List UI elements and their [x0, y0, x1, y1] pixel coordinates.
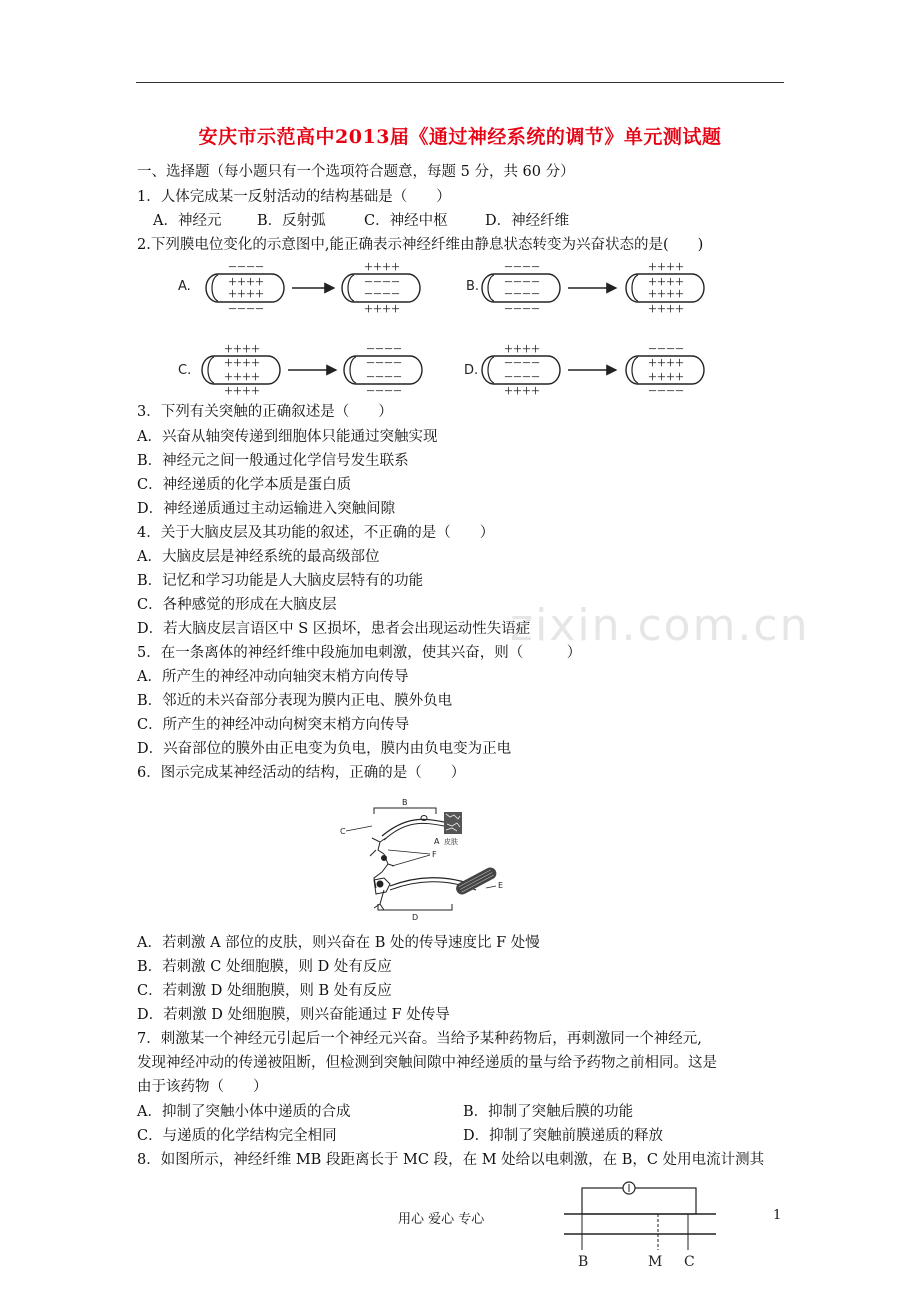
svg-text:－－－－: －－－－ [504, 359, 541, 369]
q7-stem-line2: 发现神经冲动的传递被阻断，但检测到突触间隙中神经递质的量与给予药物之前相同。这是 [137, 1055, 717, 1071]
q1-stem: 1．人体完成某一反射活动的结构基础是（ ） [137, 189, 451, 205]
q6-label-e: E [498, 881, 504, 890]
svg-text:＋＋＋＋: ＋＋＋＋ [648, 373, 685, 383]
svg-text:－－－－: －－－－ [648, 387, 685, 397]
svg-text:－－－－: －－－－ [366, 373, 403, 383]
q2-label-b: B. [466, 279, 480, 294]
svg-text:＋＋＋＋: ＋＋＋＋ [648, 305, 685, 315]
q3-option-b: B．神经元之间一般通过化学信号发生联系 [137, 453, 409, 469]
q5-stem: 5．在一条离体的神经纤维中段施加电刺激，使其兴奋，则（ ） [137, 645, 582, 661]
header-rule [136, 82, 784, 83]
svg-text:－－－－: －－－－ [504, 263, 541, 273]
q3-option-a: A．兴奋从轴突传递到细胞体只能通过突触实现 [137, 429, 438, 445]
q8-galvanometer-figure [560, 1176, 720, 1276]
q4-option-a: A．大脑皮层是神经系统的最高级部位 [137, 549, 380, 565]
q6-option-a: A．若刺激 A 部位的皮肤，则兴奋在 B 处的传导速度比 F 处慢 [137, 935, 540, 951]
q7-stem-line3: 由于该药物（ ） [137, 1079, 268, 1095]
svg-text:＋＋＋＋: ＋＋＋＋ [224, 373, 261, 383]
watermark: zixin.com.cn [510, 600, 810, 651]
q6-option-c: C．若刺激 D 处细胞膜，则 B 处有反应 [137, 983, 392, 999]
q3-option-c: C．神经递质的化学本质是蛋白质 [137, 477, 352, 493]
q7-option-a: A．抑制了突触小体中递质的合成 [137, 1104, 351, 1120]
q2-label-d: D. [464, 363, 479, 378]
q6-stem: 6．图示完成某神经活动的结构，正确的是（ ） [137, 765, 466, 781]
svg-text:＋＋＋＋: ＋＋＋＋ [228, 290, 265, 300]
q7-option-b: B．抑制了突触后膜的功能 [463, 1104, 634, 1120]
svg-text:＋＋＋＋: ＋＋＋＋ [648, 263, 685, 273]
q2-label-a: A. [178, 279, 191, 294]
q6-label-b: B [402, 798, 408, 807]
svg-text:＋＋＋＋: ＋＋＋＋ [364, 263, 401, 273]
q6-label-d: D [412, 913, 419, 922]
q5-option-d: D．兴奋部位的膜外由正电变为负电，膜内由负电变为正电 [137, 741, 512, 757]
svg-text:－－－－: －－－－ [364, 278, 401, 288]
q7-stem-line1: 7．刺激某一个神经元引起后一个神经元兴奋。当给予某种药物后，再刺激同一个神经元, [137, 1031, 702, 1047]
svg-text:－－－－: －－－－ [366, 359, 403, 369]
q3-option-d: D．神经递质通过主动运输进入突触间隙 [137, 501, 396, 517]
q7-option-c: C．与递质的化学结构完全相同 [137, 1128, 337, 1144]
q6-option-b: B．若刺激 C 处细胞膜，则 D 处有反应 [137, 959, 392, 975]
svg-text:＋＋＋＋: ＋＋＋＋ [504, 387, 541, 397]
q1-option-a: A．神经元 [153, 213, 222, 229]
q4-option-c: C．各种感觉的形成在大脑皮层 [137, 597, 337, 613]
svg-text:＋＋＋＋: ＋＋＋＋ [224, 359, 261, 369]
svg-text:＋＋＋＋: ＋＋＋＋ [648, 290, 685, 300]
q1-option-c: C．神经中枢 [364, 213, 448, 229]
q8-label-c: C [684, 1254, 695, 1270]
svg-text:＋＋＋＋: ＋＋＋＋ [224, 345, 261, 355]
svg-text:－－－－: －－－－ [504, 305, 541, 315]
svg-text:－－－－: －－－－ [364, 290, 401, 300]
q6-option-d: D．若刺激 D 处细胞膜，则兴奋能通过 F 处传导 [137, 1007, 450, 1023]
q2-stem: 2.下列膜电位变化的示意图中,能正确表示神经纤维由静息状态转变为兴奋状态的是( ) [137, 237, 704, 253]
q6-reflex-arc-figure [336, 794, 516, 922]
svg-text:－－－－: －－－－ [648, 345, 685, 355]
svg-text:＋＋＋＋: ＋＋＋＋ [224, 387, 261, 397]
q3-stem: 3．下列有关突触的正确叙述是（ ） [137, 404, 393, 420]
q5-option-c: C．所产生的神经冲动向树突末梢方向传导 [137, 717, 410, 733]
svg-text:＋＋＋＋: ＋＋＋＋ [504, 345, 541, 355]
q6-label-skin: 皮肤 [444, 838, 458, 846]
q5-option-a: A．所产生的神经冲动向轴突末梢方向传导 [137, 669, 409, 685]
q6-label-a: A [434, 837, 440, 846]
q6-label-c: C [340, 827, 346, 836]
svg-text:－－－－: －－－－ [228, 263, 265, 273]
section-heading: 一、选择题（每小题只有一个选项符合题意，每题 5 分，共 60 分） [137, 164, 575, 180]
q8-label-m: M [648, 1254, 663, 1270]
q7-option-d: D．抑制了突触前膜递质的释放 [463, 1128, 664, 1144]
svg-text:＋＋＋＋: ＋＋＋＋ [364, 305, 401, 315]
svg-text:＋＋＋＋: ＋＋＋＋ [648, 359, 685, 369]
footer-motto: 用心 爱心 专心 [398, 1212, 485, 1227]
q4-stem: 4．关于大脑皮层及其功能的叙述，不正确的是（ ） [137, 525, 495, 541]
svg-text:－－－－: －－－－ [228, 305, 265, 315]
svg-text:＋＋＋＋: ＋＋＋＋ [228, 278, 265, 288]
q1-option-b: B．反射弧 [257, 213, 326, 229]
svg-text:－－－－: －－－－ [504, 278, 541, 288]
q8-label-b: B [578, 1254, 589, 1270]
svg-text:－－－－: －－－－ [504, 290, 541, 300]
svg-text:－－－－: －－－－ [504, 373, 541, 383]
page-number: 1 [773, 1208, 782, 1223]
q1-options [153, 211, 653, 231]
svg-text:－－－－: －－－－ [366, 387, 403, 397]
q6-label-f: F [432, 850, 437, 859]
q2-label-c: C. [178, 363, 192, 378]
q8-stem: 8．如图所示，神经纤维 MB 段距离长于 MC 段，在 M 处给以电刺激，在 B，C 处用电流计测其 [137, 1152, 765, 1168]
q1-option-d: D．神经纤维 [485, 213, 570, 229]
q4-option-b: B．记忆和学习功能是人大脑皮层特有的功能 [137, 573, 424, 589]
page-title: 安庆市示范高中2013届《通过神经系统的调节》单元测试题 [198, 126, 722, 148]
q4-option-d: D．若大脑皮层言语区中 S 区损坏，患者会出现运动性失语症 [137, 621, 531, 637]
q5-option-b: B．邻近的未兴奋部分表现为膜内正电、膜外负电 [137, 693, 453, 709]
svg-text:－－－－: －－－－ [366, 345, 403, 355]
svg-text:＋＋＋＋: ＋＋＋＋ [648, 278, 685, 288]
q2-membrane-diagram [170, 258, 730, 397]
